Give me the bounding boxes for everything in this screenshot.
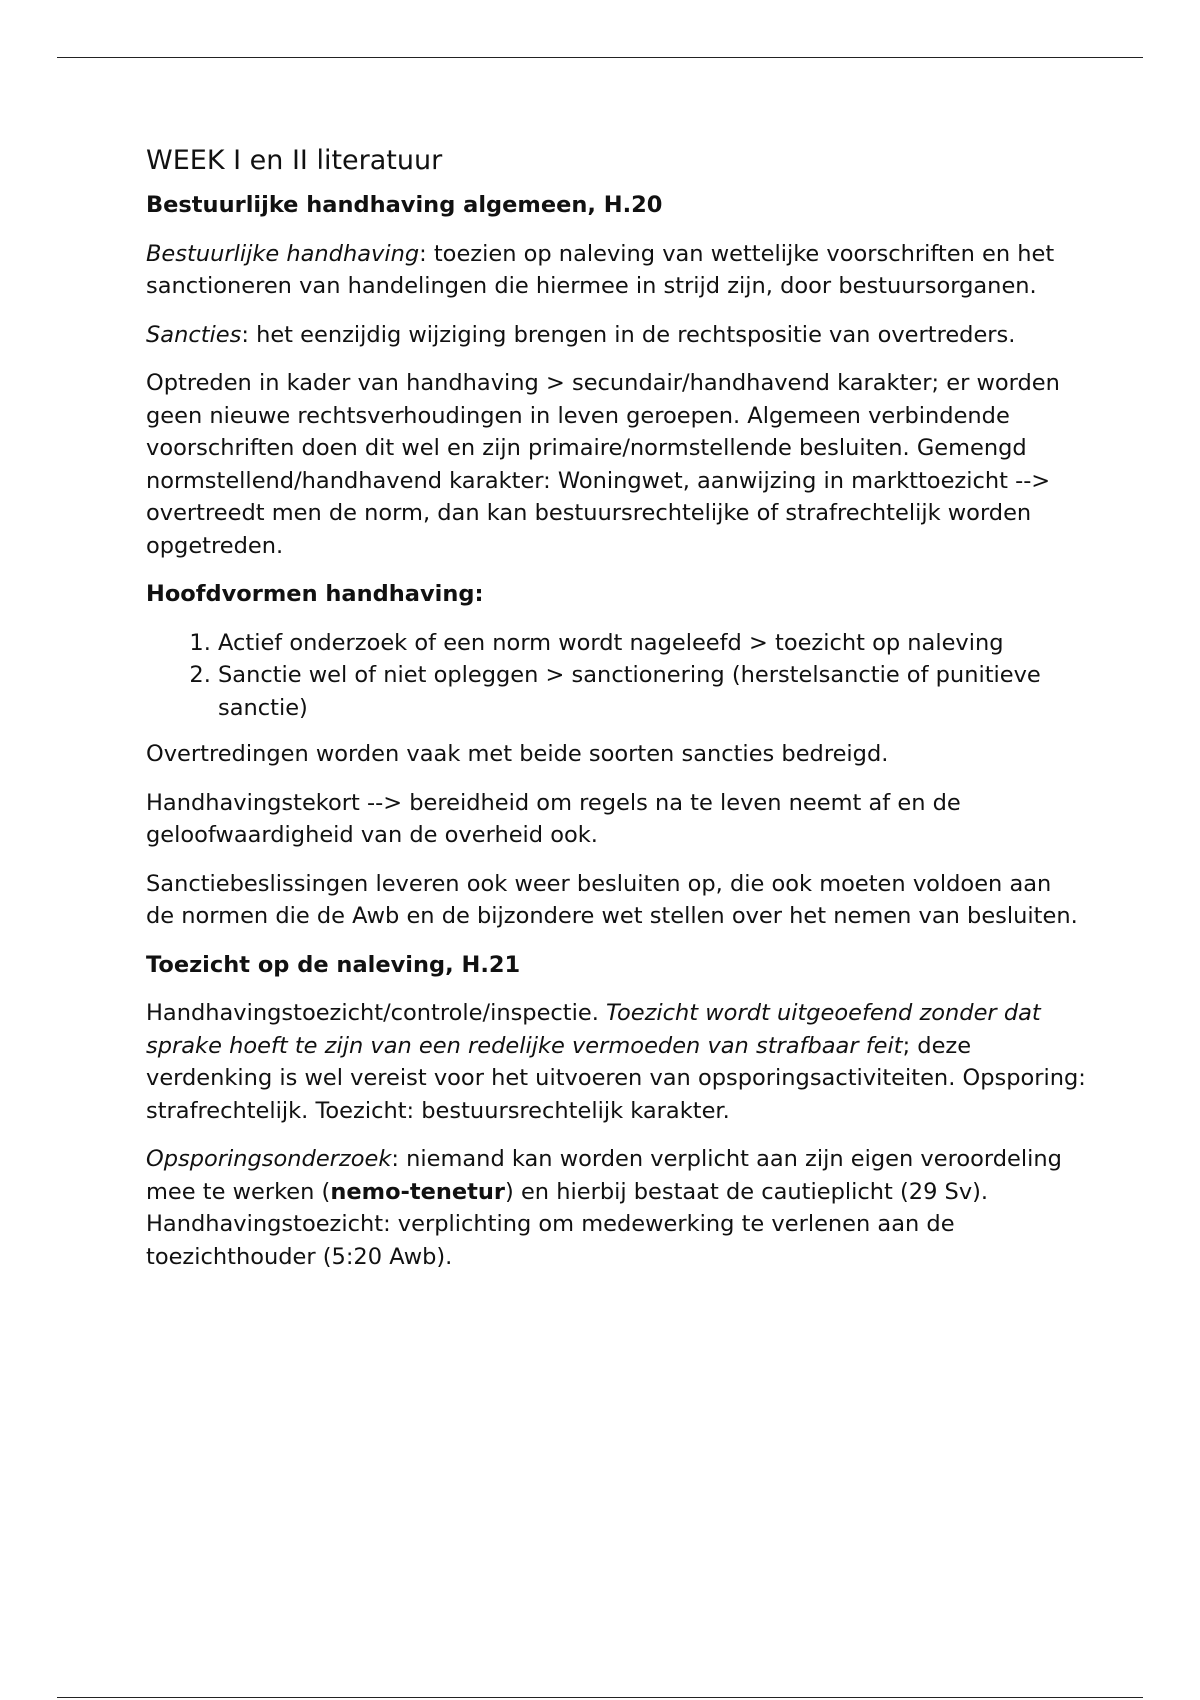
paragraph-definition-bestuurlijke-handhaving: Bestuurlijke handhaving: toezien op naleving van wettelijke voorschriften en het sanctioneren van handelingen die hiermee in strijd zijn, door bestuursorganen. (146, 240, 1055, 299)
term-bestuurlijke-handhaving: Bestuurlijke handhaving (146, 240, 420, 267)
list-item: 2. Sanctie wel of niet opleggen > sanctionering (herstelsanctie of punitieve sanctie) (218, 659, 1086, 724)
footer-rule (57, 1697, 1143, 1698)
paragraph-handhavingstekort: Handhavingstekort --> bereidheid om regels na te leven neemt af en de geloofwaardigheid van de overheid ook. (146, 789, 961, 848)
paragraph-optreden: Optreden in kader van handhaving > secundair/handhavend karakter; er worden geen nieuwe rechtsverhoudingen in leven geroepen. Algemeen verbindende voorschriften doen dit wel en zijn primaire/normstellende besluiten. Gemengd normstellend/handhavend karakter: Woningwet, aanwijzing in markttoezicht --> overtreedt men de norm, dan kan bestuursrechtelijke of strafrechtelijk worden opgetreden. (146, 370, 1060, 559)
document-body (146, 143, 1086, 1289)
list-item: 1. Actief onderzoek of een norm wordt nageleefd > toezicht op naleving (218, 627, 1086, 660)
paragraph-sanctiebeslissingen: Sanctiebeslissingen leveren ook weer besluiten op, die ook moeten voldoen aan de normen die de Awb en de bijzondere wet stellen over het nemen van besluiten. (146, 870, 1078, 929)
section-heading-toezicht: Toezicht op de naleving, H.21 (146, 951, 521, 978)
section-heading-handhaving-algemeen: Bestuurlijke handhaving algemeen, H.20 (146, 192, 663, 218)
paragraph-overtredingen: Overtredingen worden vaak met beide soorten sancties bedreigd. (146, 741, 889, 767)
page-title: WEEK I en II literatuur (146, 145, 443, 176)
paragraph-opsporingsonderzoek: Opsporingsonderzoek: niemand kan worden verplicht aan zijn eigen veroordeling mee te werken (nemo-tenetur) en hierbij bestaat de cautieplicht (29 Sv). Handhavingstoezicht: verplichting om medewerking te verlenen aan de toezichthouder (5:20 Awb). (146, 1146, 1062, 1270)
hoofdvormen-list (146, 627, 1086, 725)
paragraph-handhavingstoezicht: Handhavingstoezicht/controle/inspectie. Toezicht wordt uitgeoefend zonder dat sprake hoeft te zijn van een redelijke vermoeden van strafbaar feit; deze verdenking is wel vereist voor het uitvoeren van opsporingsactiviteiten. Opsporing: strafrechtelijk. Toezicht: bestuursrechtelijk karakter. (146, 1000, 1086, 1124)
term-sancties: Sancties (146, 321, 242, 348)
header-rule (57, 57, 1143, 58)
paragraph-definition-sancties: Sancties: het eenzijdig wijziging brengen in de rechtspositie van overtreders. (146, 321, 1016, 348)
toezicht-definition: Toezicht wordt uitgeoefend zonder dat sprake hoeft te zijn van een redelijke vermoeden van strafbaar feit (146, 1000, 1041, 1059)
section-heading-hoofdvormen: Hoofdvormen handhaving: (146, 581, 484, 607)
term-nemo-tenetur: nemo-tenetur (330, 1178, 506, 1205)
term-opsporingsonderzoek: Opsporingsonderzoek (146, 1146, 392, 1172)
